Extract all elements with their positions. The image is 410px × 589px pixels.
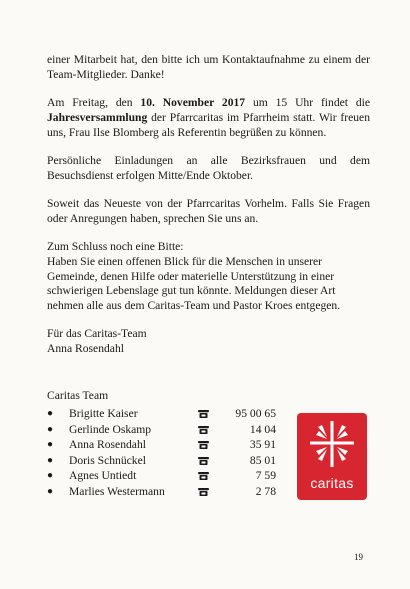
member-name: Marlies Westermann [69,484,165,498]
member-phone: 14 04 [249,422,276,436]
member-phone: 7 59 [255,469,276,483]
request-line: Gemeinde, denen Hilfe oder materielle Unterstützung in einer [47,269,335,283]
paragraph-meeting [47,96,370,140]
paragraph-news: Soweit das Neueste von der Pfarrcaritas Vorhelm. Falls Sie Fragen oder Anregungen haben, sprechen Sie uns an. [47,197,370,225]
page-number: 19 [354,552,363,562]
signature-name: Anna Rosendahl [47,341,124,355]
signature-block [47,327,370,357]
member-name: Doris Schnückel [69,453,146,467]
request-line: Haben Sie einen offenen Blick für die Menschen in unserer [47,254,323,268]
request-line: nehmen alle aus dem Caritas-Team und Pastor Kroes entgegen. [47,299,341,313]
paragraph-request [47,240,370,314]
member-name: Brigitte Kaiser [69,407,138,420]
bullet-icon: ● [47,439,54,451]
bullet-icon: ● [47,470,54,482]
meeting-text-1: Am Freitag, den [47,96,141,109]
paragraph-contact: einer Mitarbeit hat, den bitte ich um Kontaktaufnahme zu einem der Team-Mitglieder. Danke! [47,53,370,81]
bullet-icon: ● [47,408,54,419]
team-member-row [47,468,277,484]
team-title: Caritas Team [47,389,109,402]
meeting-text-2: um 15 Uhr findet die [245,96,370,109]
team-member-row [47,422,277,438]
caritas-cross-logo [297,413,367,475]
request-line: schwierigen Lebenslage gut tun könnte. Meldungen dieser Art [47,284,336,298]
member-phone: 2 78 [255,484,276,498]
member-phone: 35 91 [249,438,276,452]
member-name: Anna Rosendahl [69,438,146,452]
member-phone: 85 01 [249,453,276,467]
signature-line: Für das Caritas-Team [47,327,147,340]
request-heading: Zum Schluss noch eine Bitte: [47,240,184,253]
team-member-row [47,484,277,500]
bullet-icon: ● [47,454,54,466]
meeting-event: Jahresversammlung [47,110,148,124]
caritas-logo-text: caritas [310,475,354,491]
meeting-text-3: der Pfarrcaritas im Pfarrheim statt. Wir freuen uns, Frau Ilse Blomberg als Referentin begrüßen zu können. [47,110,370,139]
bullet-icon: ● [47,485,54,497]
bullet-icon: ● [47,423,54,435]
member-name: Agnes Untiedt [69,469,137,483]
member-phone: 95 00 65 [235,407,276,420]
meeting-date: 10. November 2017 [140,96,246,109]
team-member-row [47,437,277,453]
caritas-logo [297,413,367,500]
paragraph-invitations: Persönliche Einladungen an alle Bezirksfrauen und dem Besuchsdienst erfolgen Mitte/Ende Oktober. [47,154,370,182]
team-member-row [47,453,277,469]
team-member-row [47,406,277,422]
team-member-list [47,406,277,500]
member-name: Gerlinde Oskamp [69,422,152,436]
